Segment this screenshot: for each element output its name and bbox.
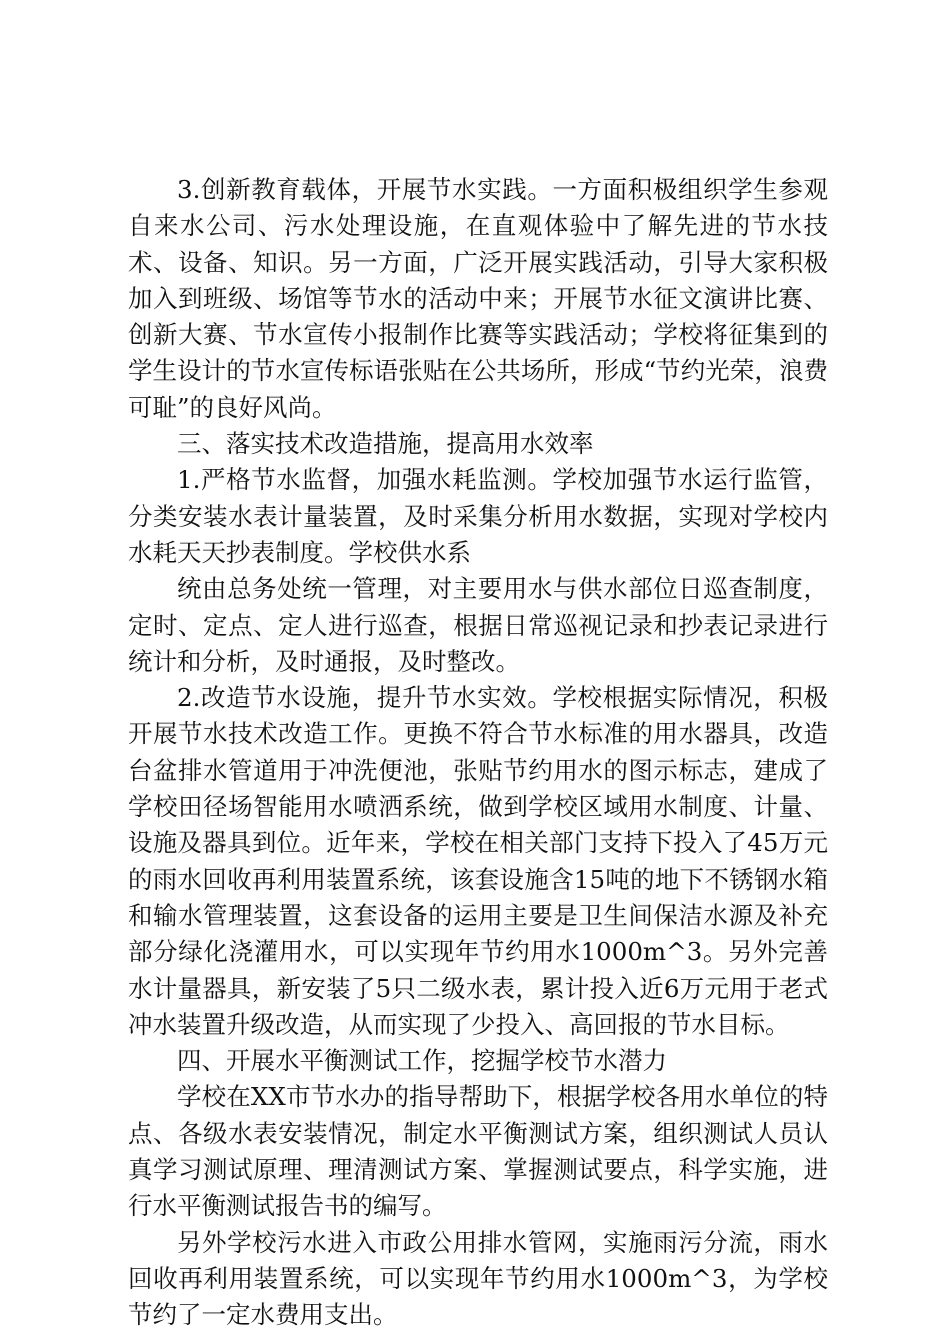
paragraph-facility-renovation: 2.改造节水设施，提升节水实效。学校根据实际情况，积极开展节水技术改造工作。更换不符合节水标准的用水器具，改造台盆排水管道用于冲洗便池，张贴节约用水的图示标志，建成了学校田径场智能用水喷洒系统，做到学校区域用水制度、计量、设施及器具到位。近年来，学校在相关部门支持下投入了45万元的雨水回收再利用装置系统，该套设施含15吨的地下不锈钢水箱和输水管理装置，这套设备的运用主要是卫生间保洁水源及补充部分绿化浇灌用水，可以实现年节约用水1000m^3。另外完善水计量器具，新安装了5只二级水表，累计投入近6万元用于老式冲水装置升级改造，从而实现了少投入、高回报的节水目标。 (128, 683, 828, 1039)
section-heading-four: 四、开展水平衡测试工作，挖掘学校节水潜力 (177, 1046, 667, 1076)
paragraph-water-balance-test: 学校在XX市节水办的指导帮助下，根据学校各用水单位的特点、各级水表安装情况，制定水平衡测试方案，组织测试人员认真学习测试原理、理清测试方案、掌握测试要点，科学实施，进行水平衡测试报告书的编写。 (128, 1082, 828, 1221)
paragraph-innovate-education: 3.创新教育载体，开展节水实践。一方面积极组织学生参观自来水公司、污水处理设施，在直观体验中了解先进的节水技术、设备、知识。另一方面，广泛开展实践活动，引导大家积极加入到班级、场馆等节水的活动中来；开展节水征文演讲比赛、创新大赛、节水宣传小报制作比赛等实践活动；学校将征集到的学生设计的节水宣传标语张贴在公共场所，形成“节约光荣，浪费可耻”的良好风尚。 (128, 175, 828, 422)
paragraph-water-supervision: 1.严格节水监督，加强水耗监测。学校加强节水运行监管，分类安装水表计量装置，及时采集分析用水数据，实现对学校内水耗天天抄表制度。学校供水系 (128, 465, 828, 567)
paragraph-sewage-rainwater: 另外学校污水进入市政公用排水管网，实施雨污分流，雨水回收再利用装置系统，可以实现年节约用水1000m^3，为学校节约了一定水费用支出。 (128, 1227, 828, 1330)
section-heading-three: 三、落实技术改造措施，提高用水效率 (177, 429, 594, 459)
document-body (128, 172, 828, 1334)
paragraph-general-affairs: 统由总务处统一管理，对主要用水与供水部位日巡查制度，定时、定点、定人进行巡查，根据日常巡视记录和抄表记录进行统计和分析，及时通报，及时整改。 (128, 574, 828, 676)
